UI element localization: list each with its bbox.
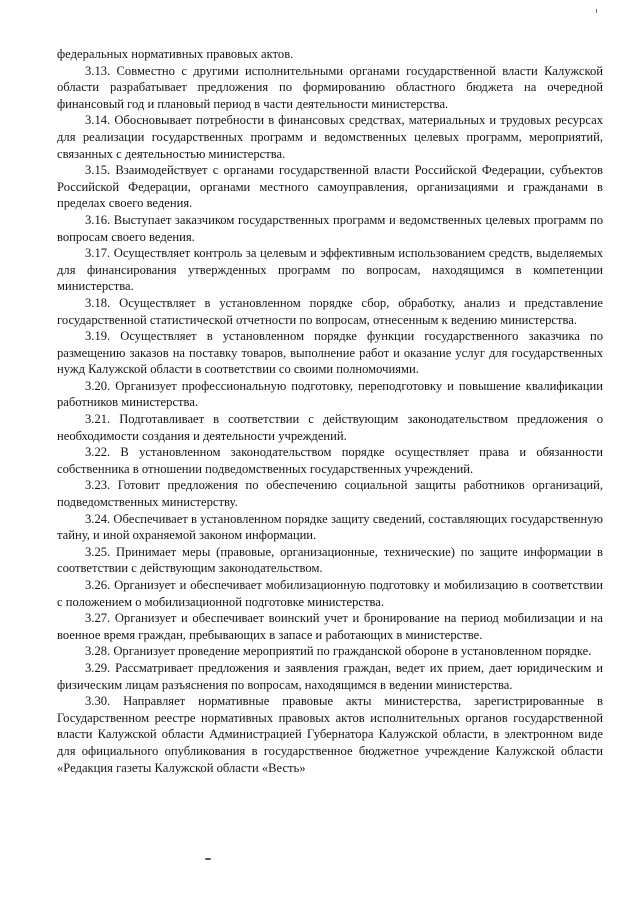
paragraph-3-30: 3.30. Направляет нормативные правовые акты министерства, зарегистрированные в Государственном реестре нормативных правовых актов исполнительных органов государственной власти Калужской области Администрацией Губернатора Калужской области, в электронном виде для официального опубликования в государственное бюджетное учреждение Калужской области «Редакция газеты Калужской области «Весть» [57, 694, 603, 775]
paragraph-3-26: 3.26. Организует и обеспечивает мобилизационную подготовку и мобилизацию в соответствии с положением о мобилизационной подготовке министерства. [57, 578, 603, 609]
paragraph-3-24: 3.24. Обеспечивает в установленном порядке защиту сведений, составляющих государственную тайну, и иной охраняемой законом информации. [57, 511, 603, 543]
scan-speck [205, 858, 211, 860]
paragraph-3-18: 3.18. Осуществляет в установленном порядке сбор, обработку, анализ и представление государственной статистической отчетности по вопросам, отнесенным к ведению министерства. [57, 295, 603, 327]
paragraph-continuation: федеральных нормативных правовых актов. [57, 47, 294, 61]
paragraph-3-16: 3.16. Выступает заказчиком государственных программ и ведомственных целевых программ по вопросам своего ведения. [57, 212, 603, 244]
paragraph-3-14: 3.14. Обосновывает потребности в финансовых средствах, материальных и трудовых ресурсах для реализации государственных программ и ведомственных целевых программ, мероприятий, связанных с деятельностью министерства. [57, 113, 603, 161]
paragraph-3-15: 3.15. Взаимодействует с органами государственной власти Российской Федерации, субъектов Российской Федерации, органами местного самоуправления, организациями и гражданами в пределах своего ведения. [57, 163, 603, 211]
paragraph-3-13: 3.13. Совместно с другими исполнительными органами государственной власти Калужской области разрабатывает предложения по формированию областного бюджета на очередной финансовый год и плановый период в части деятельности министерства. [57, 63, 603, 111]
paragraph-3-27: 3.27. Организует и обеспечивает воинский учет и бронирование на период мобилизации и на военное время граждан, пребывающих в запасе и работающих в министерстве. [57, 611, 603, 642]
paragraph-3-29: 3.29. Рассматривает предложения и заявления граждан, ведет их прием, дает юридическим и физическим лицам разъяснения по вопросам, находящимся в ведении министерства. [57, 660, 603, 692]
paragraph-3-19: 3.19. Осуществляет в установленном порядке функции государственного заказчика по размещению заказов на поставку товаров, выполнение работ и оказание услуг для государственных нужд Калужской области в соответствии со своими полномочиями. [57, 329, 603, 377]
paragraph-3-21: 3.21. Подготавливает в соответствии с действующим законодательством предложения о необходимости создания и деятельности учреждений. [57, 412, 603, 443]
paragraph-3-20: 3.20. Организует профессиональную подготовку, переподготовку и повышение квалификации работников министерства. [57, 378, 603, 410]
paragraph-3-22: 3.22. В установленном законодательством порядке осуществляет права и обязанности собственника в отношении подведомственных государственных учреждений. [57, 445, 603, 476]
paragraph-3-17: 3.17. Осуществляет контроль за целевым и эффективным использованием средств, выделяемых для финансирования утвержденных программ по вопросам, находящимся в компетенции министерства. [57, 246, 603, 294]
document-body [57, 46, 603, 776]
paragraph-3-23: 3.23. Готовит предложения по обеспечению социальной защиты работников организаций, подведомственных министерству. [57, 478, 603, 510]
paragraph-3-25: 3.25. Принимает меры (правовые, организационные, технические) по защите информации в соответствии с действующим законодательством. [57, 544, 603, 576]
paragraph-3-28: 3.28. Организует проведение мероприятий по гражданской обороне в установленном порядке. [85, 644, 592, 659]
scan-mark [596, 9, 597, 13]
